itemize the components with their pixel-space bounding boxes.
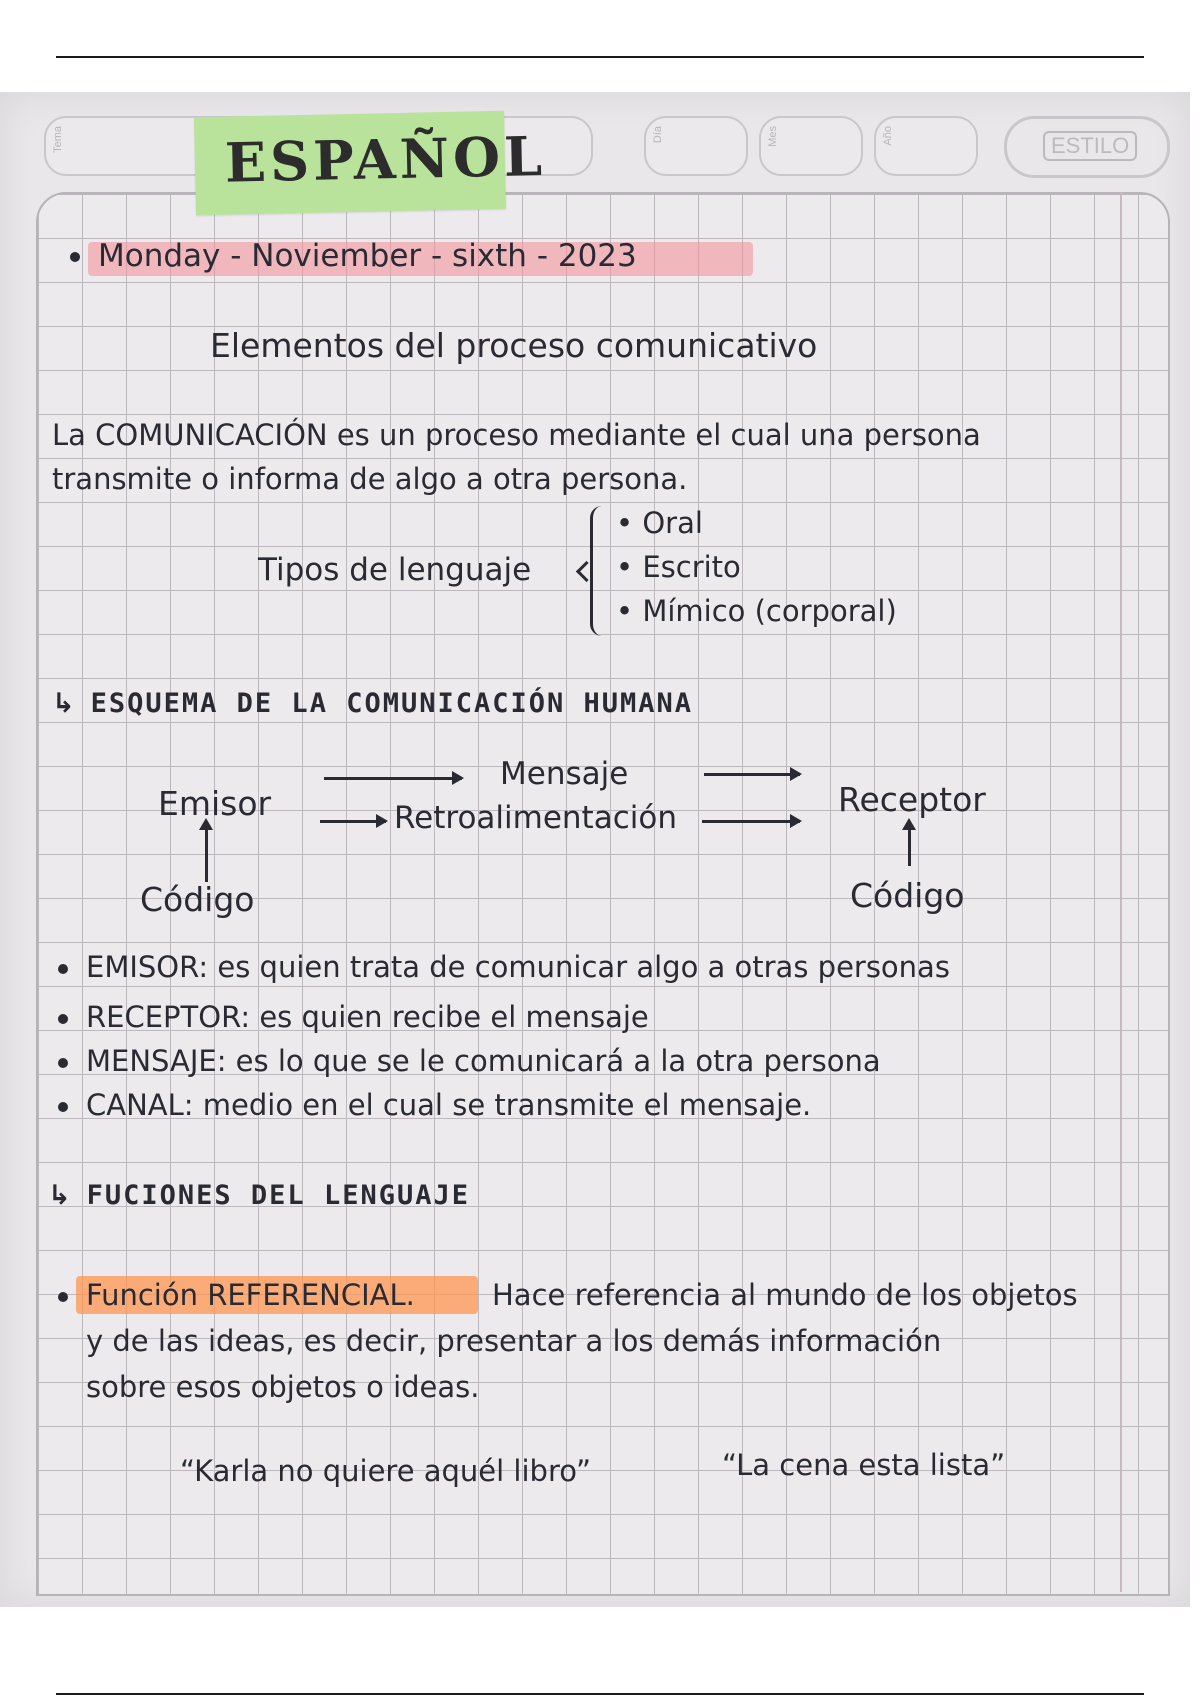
retro-label: Retroalimentación <box>394 800 677 836</box>
bottom-rule <box>56 1693 1144 1695</box>
arrow-right-icon <box>702 820 800 823</box>
ano-label: Año <box>882 126 894 146</box>
arrow-right-icon <box>324 777 462 780</box>
referencial-label: Función REFERENCIAL. <box>86 1278 415 1312</box>
tema-label: Tema <box>52 126 64 153</box>
receptor-label: Receptor <box>838 780 986 819</box>
date-line: Monday - Noviember - sixth - 2023 <box>98 238 637 274</box>
brand-logo <box>1004 116 1170 178</box>
page-title: Elementos del proceso comunicativo <box>210 326 818 365</box>
brand-text: ESTILO <box>1043 131 1137 161</box>
referencial-text-2: y de las ideas, es decir, presentar a los demás información <box>86 1324 942 1358</box>
dia-box <box>644 116 748 176</box>
example-1: “Karla no quiere aquél libro” <box>180 1454 591 1488</box>
top-rule <box>56 56 1144 58</box>
tipo-oral: • Oral <box>616 506 703 540</box>
margin-line <box>1120 192 1122 1592</box>
esquema-arrow-icon: ↳ <box>52 688 77 719</box>
arrow-up-icon <box>205 826 208 882</box>
definition-line-1: La COMUNICACIÓN es un proceso mediante el cual una persona <box>52 418 981 452</box>
arrow-right-icon <box>704 773 800 776</box>
esquema-heading-text: ESQUEMA DE LA COMUNICACIÓN HUMANA <box>90 688 694 719</box>
dia-label: Día <box>652 126 664 144</box>
subject-tag <box>194 111 547 215</box>
referencial-text-3: sobre esos objetos o ideas. <box>86 1370 480 1404</box>
mensaje-label: Mensaje <box>500 756 629 792</box>
tipo-mimico: • Mímico (corporal) <box>616 594 897 628</box>
def-mensaje: MENSAJE: es lo que se le comunicará a la otra persona <box>86 1044 881 1078</box>
tipo-escrito: • Escrito <box>616 550 741 584</box>
tipos-label: Tipos de lenguaje <box>258 552 532 588</box>
ano-box <box>874 116 978 176</box>
mes-label: Mes <box>767 126 779 147</box>
funciones-heading <box>48 1180 470 1211</box>
mes-box <box>759 116 863 176</box>
arrow-up-icon <box>908 826 911 866</box>
definition-line-2: transmite o informa de algo a otra persona. <box>52 462 688 496</box>
referencial-text-1: Hace referencia al mundo de los objetos <box>492 1278 1078 1312</box>
esquema-heading <box>52 688 693 719</box>
brace <box>590 506 613 636</box>
def-canal: CANAL: medio en el cual se transmite el mensaje. <box>86 1088 812 1122</box>
subject-title: ESPAÑOL <box>224 123 547 195</box>
codigo-right: Código <box>850 876 965 915</box>
funciones-arrow-icon: ↳ <box>48 1180 73 1211</box>
funciones-heading-text: FUCIONES DEL LENGUAJE <box>86 1180 470 1211</box>
example-2: “La cena esta lista” <box>722 1448 1006 1482</box>
emisor-label: Emisor <box>158 784 272 823</box>
arrow-right-icon <box>320 820 386 823</box>
codigo-left: Código <box>140 880 255 919</box>
def-emisor: EMISOR: es quien trata de comunicar algo a otras personas <box>86 950 950 984</box>
def-receptor: RECEPTOR: es quien recibe el mensaje <box>86 1000 649 1034</box>
